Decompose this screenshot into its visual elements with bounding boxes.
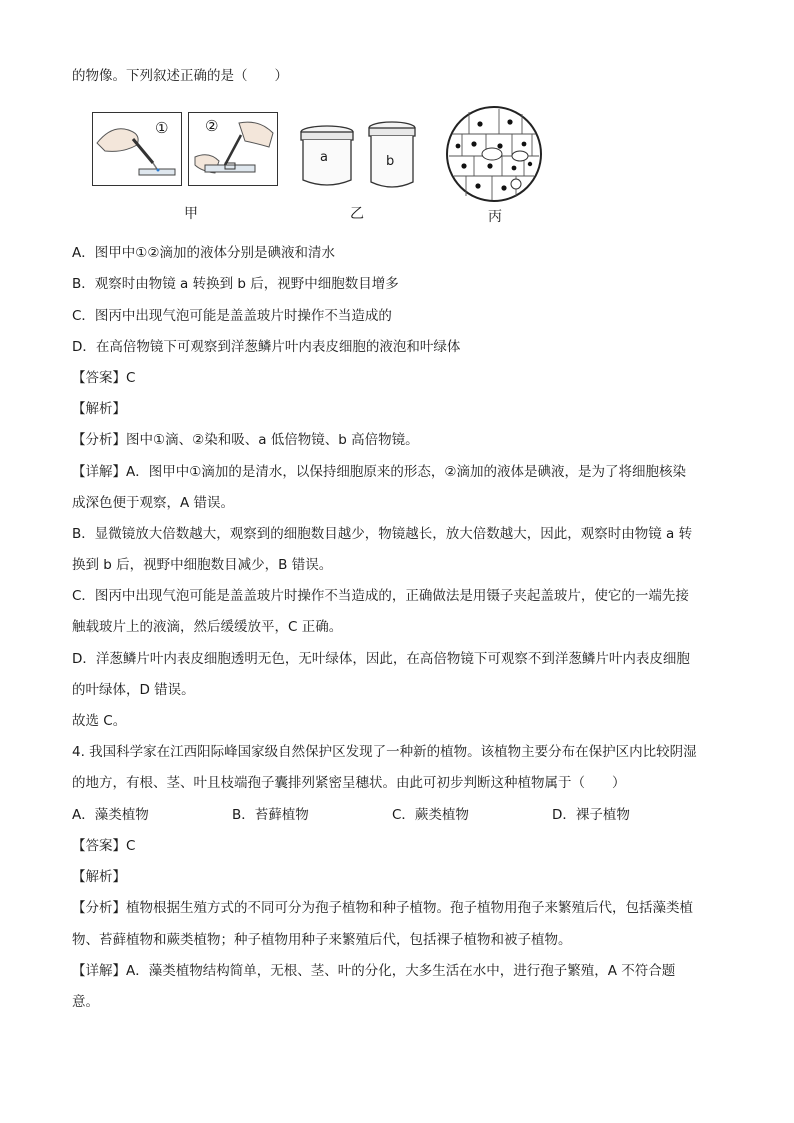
q4-answer: 【答案】C <box>72 838 136 854</box>
q3-answer: 【答案】C <box>72 370 136 386</box>
air-bubble <box>512 151 528 161</box>
q3-analysis-line: 【详解】A．图甲中①滴加的是清水，以保持细胞原来的形态，②滴加的液体是碘液，是为了将细胞核染 <box>72 464 686 480</box>
q4-option-d: D．裸子植物 <box>552 807 630 823</box>
q4-analysis-line: 【详解】A．藻类植物结构简单，无根、茎、叶的分化，大多生活在水中，进行孢子繁殖，A 不符合题 <box>72 963 676 979</box>
q4-analysis-line: 物、苔藓植物和蕨类植物；种子植物用种子来繁殖后代，包括裸子植物和被子植物。 <box>72 932 572 948</box>
q3-analysis-line: 的叶绿体，D 错误。 <box>72 682 195 698</box>
figure-jia-panel-2 <box>188 112 278 186</box>
field-of-view <box>444 104 544 204</box>
figure-jia-panel-1 <box>92 112 182 186</box>
q4-analysis-tag: 【解析】 <box>72 869 126 885</box>
q4-analysis-line: 【分析】植物根据生殖方式的不同可分为孢子植物和种子植物。孢子植物用孢子来繁殖后代，包括藻类植 <box>72 900 693 916</box>
q3-analysis-line: 成深色便于观察，A 错误。 <box>72 495 235 511</box>
q4-option-b: B．苔藓植物 <box>232 807 309 823</box>
air-bubble <box>511 179 521 189</box>
q3-analysis-line: 触载玻片上的液滴，然后缓缓放平，C 正确。 <box>72 619 343 635</box>
air-bubble <box>482 148 502 160</box>
q3-option-b: B．观察时由物镜 a 转换到 b 后，视野中细胞数目增多 <box>72 276 399 292</box>
figure-bing-label: 丙 <box>488 209 502 225</box>
intro-line: 的物像。下列叙述正确的是（ ） <box>72 68 288 84</box>
stain-illustration-2 <box>189 113 277 185</box>
q3-conclusion: 故选 C。 <box>72 713 127 729</box>
jar-a-label: a <box>320 150 328 165</box>
q3-analysis-line: 换到 b 后，视野中细胞数目减少，B 错误。 <box>72 557 333 573</box>
q3-analysis-line: D．洋葱鳞片叶内表皮细胞透明无色，无叶绿体，因此，在高倍物镜下可观察不到洋葱鳞片叶内表皮细胞 <box>72 651 690 667</box>
mark-1: ① <box>155 119 169 137</box>
q4-option-c: C．蕨类植物 <box>392 807 469 823</box>
q4-stem-line: 4. 我国科学家在江西阳际峰国家级自然保护区发现了一种新的植物。该植物主要分布在保护区内比较阴湿 <box>72 744 697 760</box>
jar-b-label: b <box>386 154 395 169</box>
q3-analysis-line: 【分析】图中①滴、②染和吸、a 低倍物镜、b 高倍物镜。 <box>72 432 419 448</box>
q3-analysis-tag: 【解析】 <box>72 401 126 417</box>
figure-jia-label: 甲 <box>184 206 198 222</box>
q3-option-a: A．图甲中①②滴加的液体分别是碘液和清水 <box>72 245 335 261</box>
q4-stem-line: 的地方，有根、茎、叶且枝端孢子囊排列紧密呈穗状。由此可初步判断这种植物属于（ ） <box>72 775 626 791</box>
mark-2: ② <box>205 117 219 135</box>
q4-option-a: A．藻类植物 <box>72 807 149 823</box>
q4-analysis-line: 意。 <box>72 994 99 1010</box>
q3-analysis-line: C．图丙中出现气泡可能是盖盖玻片时操作不当造成的，正确做法是用镊子夹起盖玻片，使它的一端先接 <box>72 588 689 604</box>
q3-option-c: C．图丙中出现气泡可能是盖盖玻片时操作不当造成的 <box>72 308 392 324</box>
q3-option-d: D．在高倍物镜下可观察到洋葱鳞片叶内表皮细胞的液泡和叶绿体 <box>72 339 461 355</box>
figure-yi-label: 乙 <box>350 206 364 222</box>
q4-options <box>72 805 712 825</box>
q3-analysis-line: B．显微镜放大倍数越大，观察到的细胞数目越少，物镜越长，放大倍数越大，因此，观察时由物镜 a 转 <box>72 526 693 542</box>
